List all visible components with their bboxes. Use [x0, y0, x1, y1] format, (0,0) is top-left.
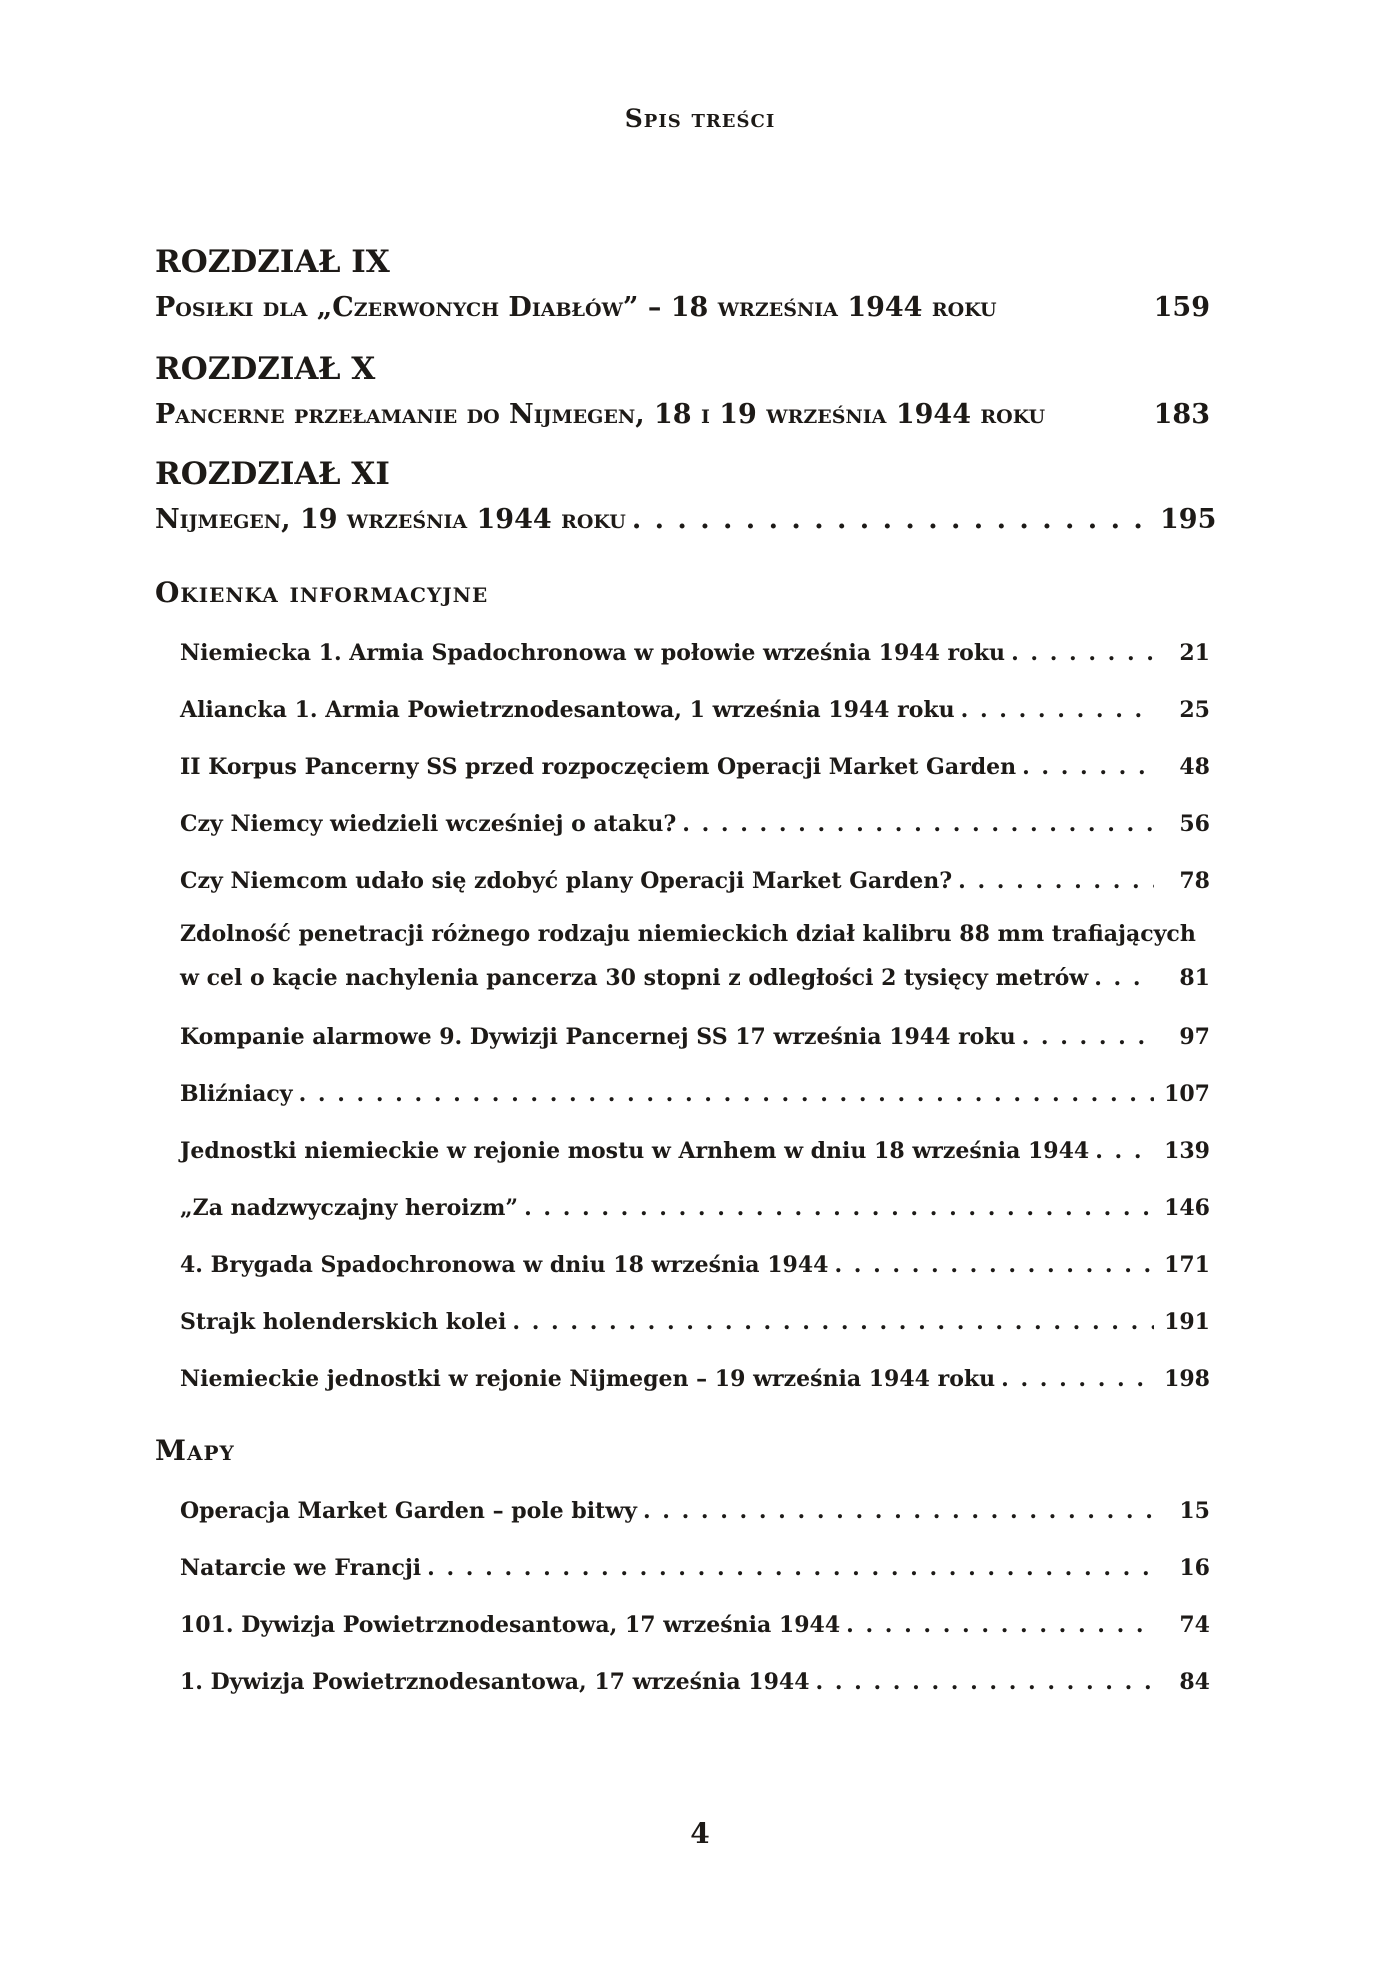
page-number: 78	[1179, 868, 1210, 894]
page-number: 159	[1153, 292, 1210, 323]
dot-leader	[1011, 640, 1154, 666]
chapter-title: Pancerne przełamanie do Nijmegen, 18 i 19 września 1944 roku	[155, 399, 1046, 430]
toc-entry[interactable]	[180, 868, 1210, 894]
page-number: 74	[1179, 1612, 1210, 1638]
entry-title: II Korpus Pancerny SS przed rozpoczęciem Operacji Market Garden	[180, 754, 1017, 780]
entry-title: Kompanie alarmowe 9. Dywizji Pancernej SS 17 września 1944 roku	[180, 1024, 1016, 1050]
page-number: 21	[1179, 640, 1210, 666]
toc-entry[interactable]	[180, 697, 1210, 723]
toc-entry[interactable]	[180, 1498, 1210, 1524]
entry-title: Jednostki niemieckie w rejonie mostu w Arnhem w dniu 18 września 1944	[180, 1138, 1090, 1164]
page-number: 198	[1164, 1366, 1210, 1392]
dot-leader	[816, 1669, 1154, 1695]
page-number: 81	[1179, 965, 1210, 991]
dot-leader	[299, 1081, 1154, 1107]
toc-entry[interactable]	[180, 1195, 1210, 1221]
toc-entry[interactable]	[180, 640, 1210, 666]
entry-title: 1. Dywizja Powietrznodesantowa, 17 września 1944	[180, 1669, 810, 1695]
toc-entry[interactable]	[180, 1555, 1210, 1581]
toc-entry[interactable]	[180, 1669, 1210, 1695]
page-number: 48	[1179, 754, 1210, 780]
toc-chapter-row[interactable]	[155, 292, 1210, 323]
page-number: 15	[1179, 1498, 1210, 1524]
dot-leader	[958, 868, 1154, 894]
toc-entry[interactable]	[180, 754, 1210, 780]
dot-leader	[1022, 754, 1154, 780]
toc-chapter-row[interactable]	[155, 504, 1217, 535]
page-number: 107	[1164, 1081, 1210, 1107]
page-number: 84	[1179, 1669, 1210, 1695]
entry-title: Natarcie we Francji	[180, 1555, 422, 1581]
entry-title: Czy Niemcy wiedzieli wcześniej o ataku?	[180, 811, 677, 837]
entry-title: Czy Niemcom udało się zdobyć plany Operacji Market Garden?	[180, 868, 953, 894]
entry-title: „Za nadzwyczajny heroizm”	[180, 1195, 519, 1221]
dot-leader	[427, 1555, 1154, 1581]
dot-leader	[961, 697, 1154, 723]
chapter-heading: ROZDZIAŁ X	[155, 351, 376, 387]
dot-leader	[846, 1612, 1154, 1638]
entry-title: 101. Dywizja Powietrznodesantowa, 17 września 1944	[180, 1612, 841, 1638]
chapter-heading: ROZDZIAŁ XI	[155, 456, 390, 492]
dot-leader	[1001, 1366, 1154, 1392]
page-number: 25	[1179, 697, 1210, 723]
entry-title: Niemieckie jednostki w rejonie Nijmegen – 19 września 1944 roku	[180, 1366, 996, 1392]
chapter-title: Nijmegen, 19 września 1944 roku	[155, 504, 626, 535]
section-heading-info-boxes: Okienka informacyjne	[155, 576, 489, 609]
entry-title-line2: w cel o kącie nachylenia pancerza 30 stopni z odległości 2 tysięcy metrów	[180, 965, 1089, 991]
dot-leader	[682, 811, 1154, 837]
dot-leader	[1094, 965, 1154, 991]
toc-entry[interactable]	[180, 1081, 1210, 1107]
toc-entry[interactable]	[180, 1309, 1210, 1335]
dot-leader	[524, 1195, 1154, 1221]
page-number: 139	[1164, 1138, 1210, 1164]
entry-title: Aliancka 1. Armia Powietrznodesantowa, 1 września 1944 roku	[180, 697, 955, 723]
entry-title: Strajk holenderskich kolei	[180, 1309, 507, 1335]
entry-title-line1: Zdolność penetracji różnego rodzaju niemieckich dział kalibru 88 mm trafiających	[180, 921, 1196, 947]
dot-leader	[834, 1252, 1154, 1278]
dot-leader	[512, 1309, 1154, 1335]
toc-chapter-row[interactable]	[155, 399, 1210, 430]
dot-leader	[632, 504, 1154, 535]
page-number: 183	[1153, 399, 1210, 430]
section-heading-maps: Mapy	[155, 1434, 235, 1467]
entry-title: Operacja Market Garden – pole bitwy	[180, 1498, 637, 1524]
page-number: 146	[1164, 1195, 1210, 1221]
toc-entry[interactable]	[180, 1252, 1210, 1278]
toc-entry[interactable]	[180, 1138, 1210, 1164]
toc-entry[interactable]	[180, 1612, 1210, 1638]
page-number: 195	[1160, 504, 1217, 535]
toc-entry[interactable]	[180, 811, 1210, 837]
entry-title: Bliźniacy	[180, 1081, 293, 1107]
dot-leader	[1022, 1024, 1154, 1050]
page-number: 191	[1164, 1309, 1210, 1335]
toc-entry[interactable]	[180, 1024, 1210, 1050]
page-number: 16	[1179, 1555, 1210, 1581]
chapter-title: Posiłki dla „Czerwonych Diabłów” – 18 września 1944 roku	[155, 292, 997, 323]
page-number: 56	[1179, 811, 1210, 837]
page-number: 97	[1179, 1024, 1210, 1050]
chapter-heading: ROZDZIAŁ IX	[155, 244, 390, 280]
entry-title: Niemiecka 1. Armia Spadochronowa w połowie września 1944 roku	[180, 640, 1006, 666]
toc-entry[interactable]	[180, 1366, 1210, 1392]
page-number-footer: 4	[690, 1817, 710, 1850]
dot-leader	[643, 1498, 1154, 1524]
entry-title: 4. Brygada Spadochronowa w dniu 18 września 1944	[180, 1252, 829, 1278]
dot-leader	[1095, 1138, 1154, 1164]
running-header: Spis treści	[624, 104, 776, 133]
page-number: 171	[1164, 1252, 1210, 1278]
toc-entry-two-line[interactable]	[180, 921, 1210, 991]
